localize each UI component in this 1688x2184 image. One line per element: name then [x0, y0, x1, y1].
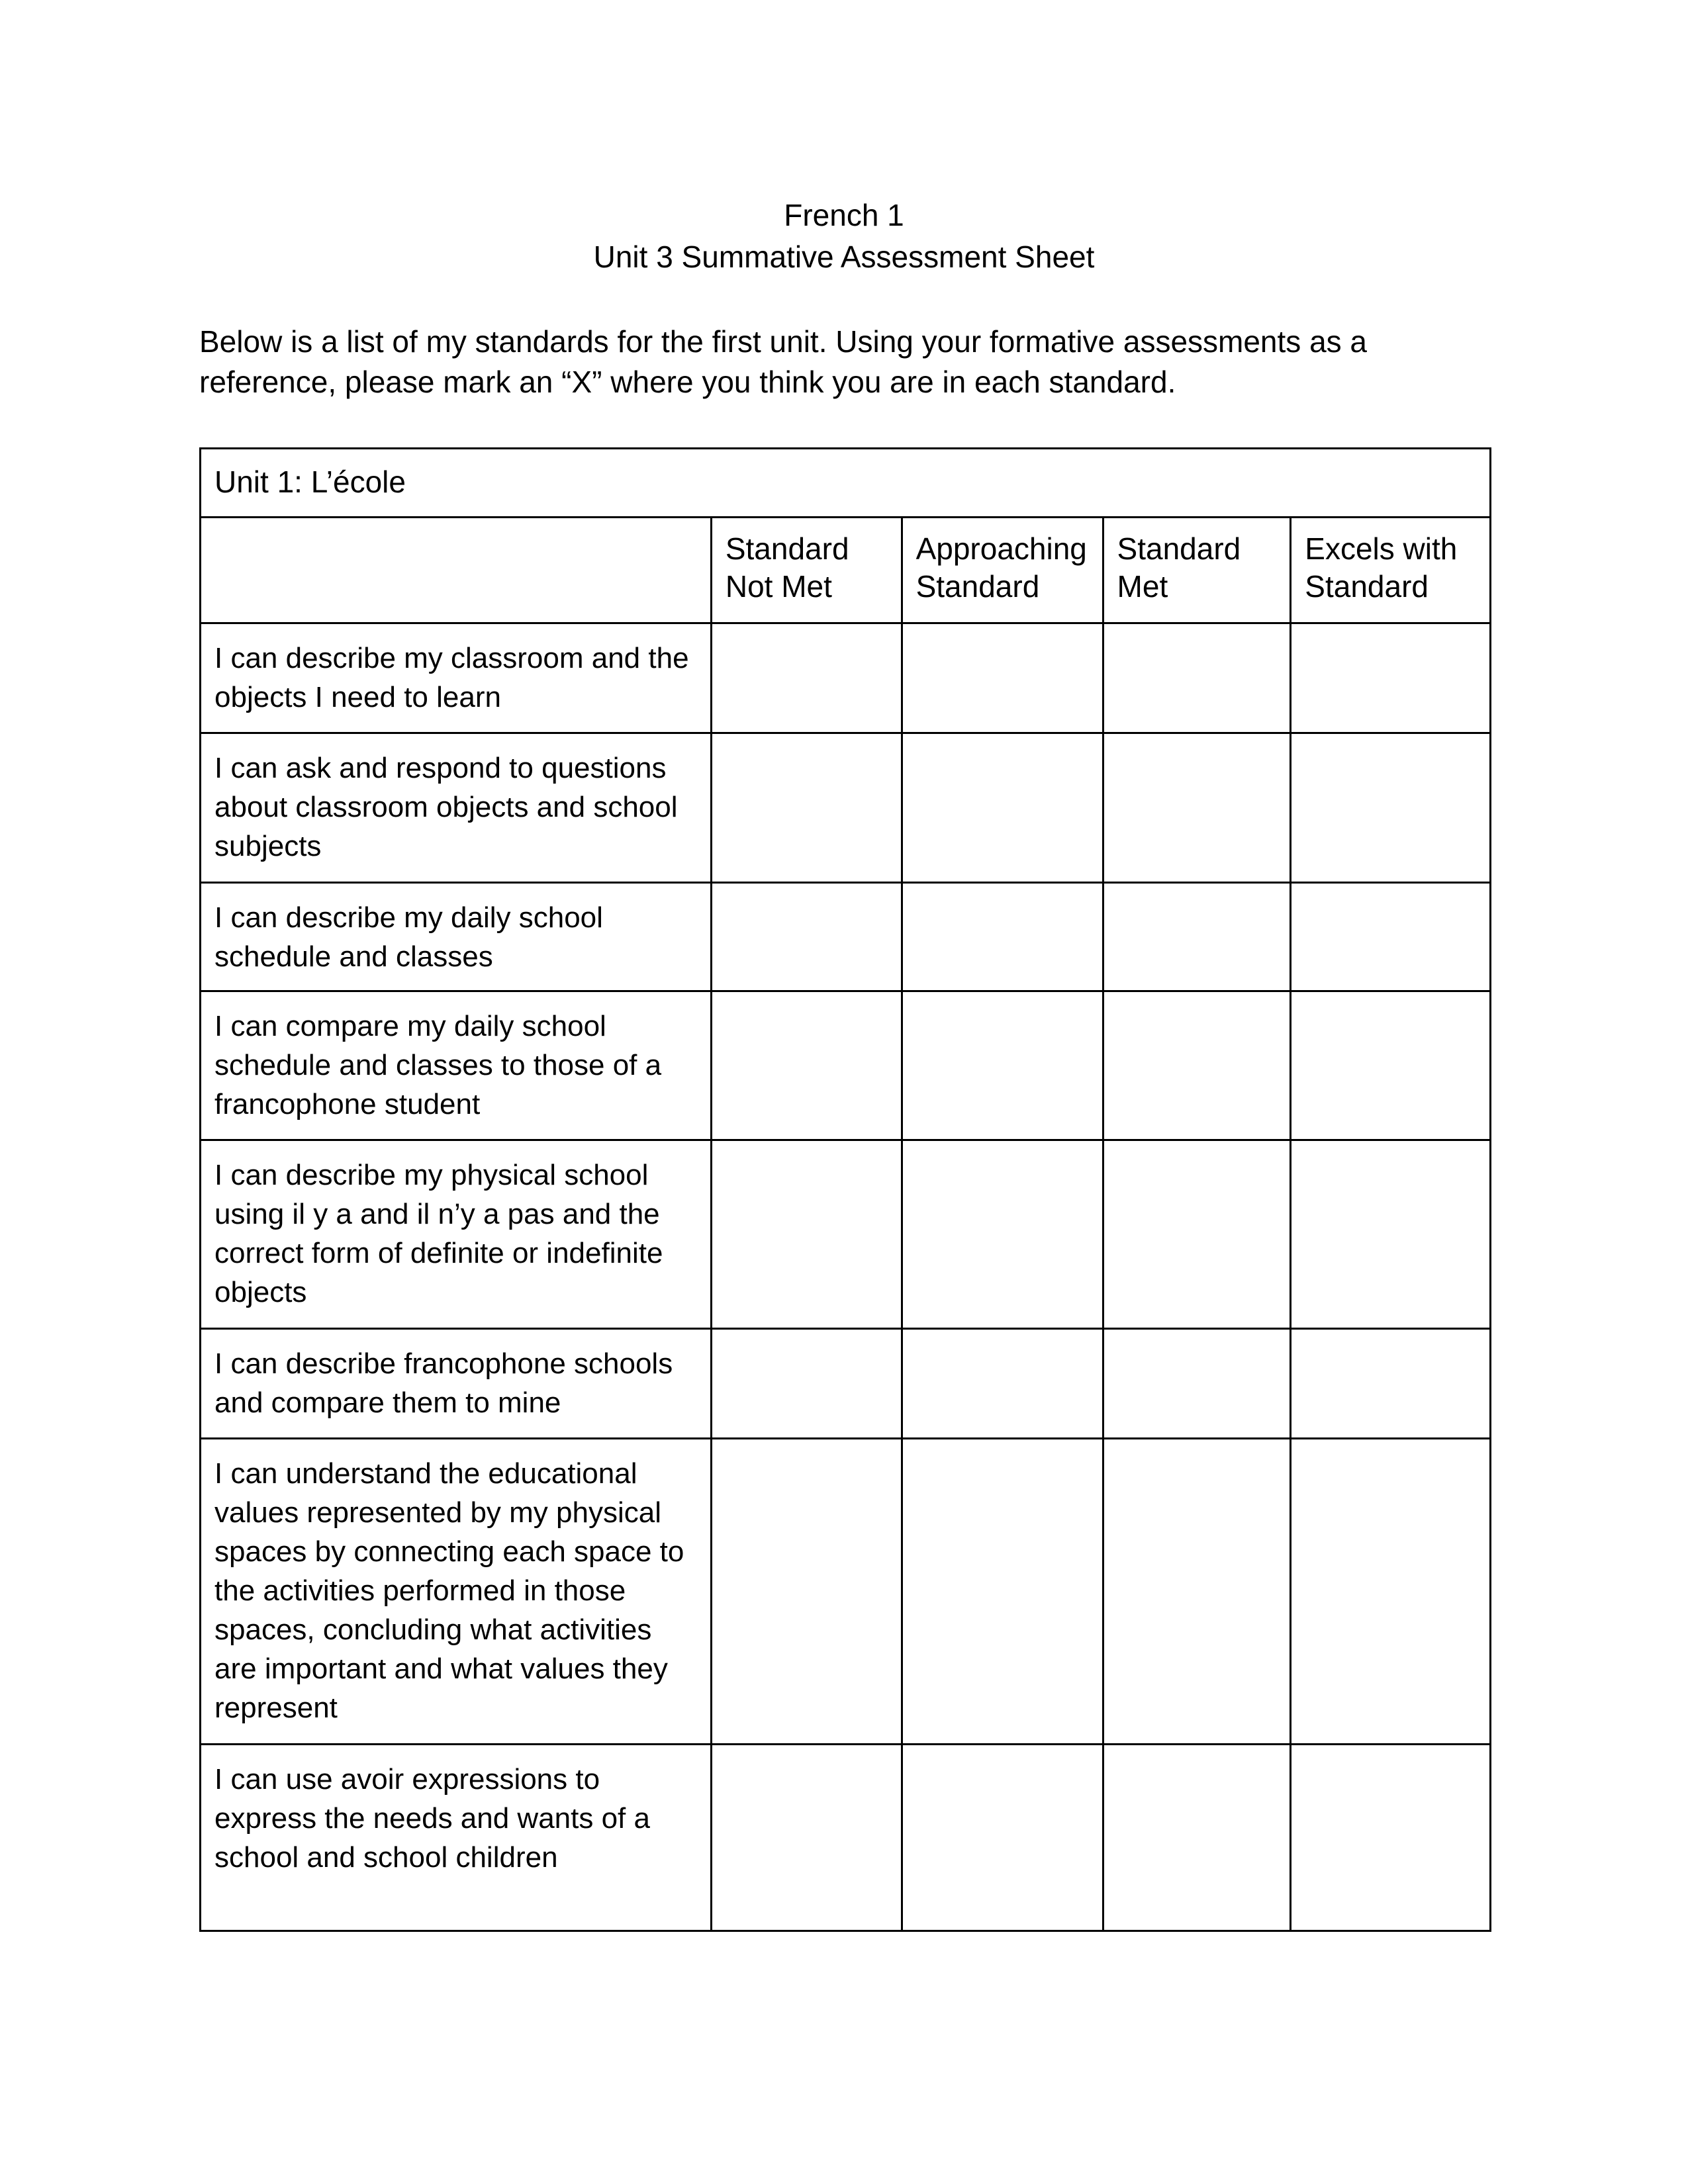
- standard-text: I can use avoir expressions to express the needs and wants of a school and school children: [201, 1745, 712, 1931]
- standard-text: I can understand the educational values represented by my physical spaces by connecting each space to the activities performed in those spaces, concluding what activities are important and what values they represent: [201, 1439, 712, 1745]
- mark-cell[interactable]: [902, 991, 1103, 1140]
- mark-cell[interactable]: [1291, 1329, 1491, 1439]
- mark-cell[interactable]: [711, 733, 902, 883]
- mark-cell[interactable]: [902, 1140, 1103, 1329]
- instructions: Below is a list of my standards for the first unit. Using your formative assessments as a reference, please mark an “X” where you think you are in each standard.: [199, 324, 1368, 399]
- mark-cell[interactable]: [1103, 991, 1291, 1140]
- standards-table: [199, 447, 1491, 1932]
- sheet-subtitle: Unit 3 Summative Assessment Sheet: [593, 240, 1095, 274]
- unit-row: [201, 449, 1491, 518]
- column-header: Approaching Standard: [902, 518, 1103, 623]
- mark-cell[interactable]: [902, 623, 1103, 733]
- header-blank: [201, 518, 712, 623]
- standard-text: I can compare my daily school schedule and classes to those of a francophone student: [201, 991, 712, 1140]
- mark-cell[interactable]: [711, 1745, 902, 1931]
- table-row: [201, 1745, 1491, 1931]
- column-header: Standard Met: [1103, 518, 1291, 623]
- mark-cell[interactable]: [1103, 623, 1291, 733]
- table-row: [201, 623, 1491, 733]
- mark-cell[interactable]: [711, 883, 902, 991]
- standard-text: I can describe my physical school using il y a and il n’y a pas and the correct form of definite or indefinite objects: [201, 1140, 712, 1329]
- mark-cell[interactable]: [711, 1140, 902, 1329]
- mark-cell[interactable]: [1103, 1439, 1291, 1745]
- mark-cell[interactable]: [711, 623, 902, 733]
- mark-cell[interactable]: [902, 1439, 1103, 1745]
- table-row: [201, 1140, 1491, 1329]
- mark-cell[interactable]: [902, 1329, 1103, 1439]
- mark-cell[interactable]: [902, 883, 1103, 991]
- mark-cell[interactable]: [1291, 991, 1491, 1140]
- header-row: [201, 518, 1491, 623]
- mark-cell[interactable]: [1291, 1745, 1491, 1931]
- standard-text: I can describe my daily school schedule and classes: [201, 883, 712, 991]
- standard-text: I can ask and respond to questions about classroom objects and school subjects: [201, 733, 712, 883]
- table-row: [201, 991, 1491, 1140]
- mark-cell[interactable]: [1291, 883, 1491, 991]
- table-row: [201, 1329, 1491, 1439]
- mark-cell[interactable]: [1291, 733, 1491, 883]
- column-header: Excels with Standard: [1291, 518, 1491, 623]
- mark-cell[interactable]: [1103, 1140, 1291, 1329]
- mark-cell[interactable]: [1103, 1745, 1291, 1931]
- unit-title: Unit 1: L’école: [201, 449, 1491, 518]
- mark-cell[interactable]: [1291, 1140, 1491, 1329]
- mark-cell[interactable]: [1291, 623, 1491, 733]
- course-title: French 1: [784, 198, 904, 232]
- mark-cell[interactable]: [711, 1329, 902, 1439]
- standard-text: I can describe francophone schools and compare them to mine: [201, 1329, 712, 1439]
- standard-text: I can describe my classroom and the objects I need to learn: [201, 623, 712, 733]
- mark-cell[interactable]: [1291, 1439, 1491, 1745]
- mark-cell[interactable]: [902, 733, 1103, 883]
- mark-cell[interactable]: [711, 1439, 902, 1745]
- table-row: [201, 1439, 1491, 1745]
- table-row: [201, 883, 1491, 991]
- column-header: Standard Not Met: [711, 518, 902, 623]
- mark-cell[interactable]: [1103, 733, 1291, 883]
- mark-cell[interactable]: [902, 1745, 1103, 1931]
- mark-cell[interactable]: [711, 991, 902, 1140]
- mark-cell[interactable]: [1103, 1329, 1291, 1439]
- table-row: [201, 733, 1491, 883]
- mark-cell[interactable]: [1103, 883, 1291, 991]
